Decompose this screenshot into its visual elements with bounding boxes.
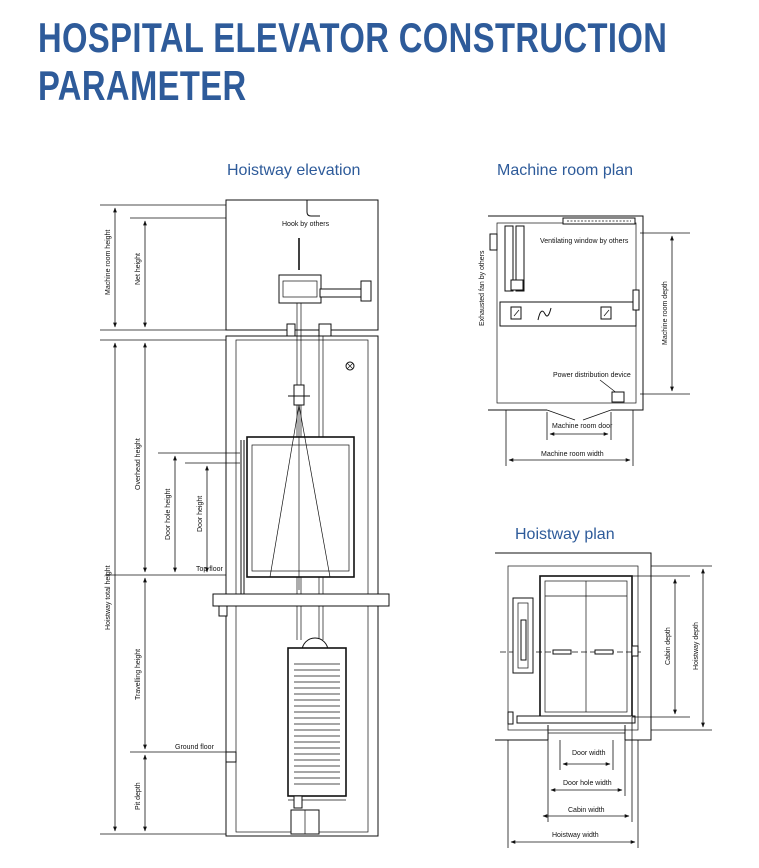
machine-room-outline [226,200,378,330]
hoistway-width-label: Hoistway width [552,832,599,839]
ground-floor-label: Ground floor [175,744,214,751]
door-height-label: Door height [197,495,204,532]
hook-label: Hook by others [282,221,330,228]
traction-machine [279,275,321,303]
door-hole-width-label: Door hole width [563,780,612,787]
pit-depth-label: Pit depth [135,782,142,810]
hoistway-total-height-label: Hoistway total height [105,565,112,630]
hoistway-depth-label: Hoistway depth [693,622,700,670]
machine-room-plan [479,162,690,466]
travelling-height-label: Travelling height [135,648,142,700]
page-title-line-2: PARAMETER [38,62,247,109]
hoistway-plan [495,526,712,848]
machine-room-depth-label: Machine room depth [662,281,669,345]
power-distribution-label: Power distribution device [553,372,631,379]
elevator-cabin [247,437,354,577]
machine-room-width-label: Machine room width [541,451,604,458]
hoistway-plan-title: Hoistway plan [515,526,615,543]
machine-room-height-label: Machine room height [105,229,112,295]
power-distribution-device [612,392,624,402]
machine-room-plan-title: Machine room plan [497,162,634,179]
hoistway-elevation-title: Hoistway elevation [227,162,361,179]
net-height-label: Net height [135,253,142,285]
hook-icon [307,200,320,216]
page-title-line-1: HOSPITAL ELEVATOR CONSTRUCTION [38,14,668,61]
machine-room-door-label: Machine room door [552,423,613,430]
top-floor-slab [213,594,389,606]
cabin-depth-label: Cabin depth [665,627,672,665]
door-hole-height-label: Door hole height [165,488,172,540]
exhaust-fan-icon [490,234,497,250]
cabin-width-label: Cabin width [568,807,605,814]
exhaust-fan-label: Exhausted fan by others [479,250,486,326]
hoistway-elevation [100,162,389,836]
overhead-height-label: Overhead height [135,438,142,490]
door-width-label: Door width [572,750,606,757]
ventilating-window-label: Ventilating window by others [540,238,629,245]
top-floor-label: Top floor [196,566,223,573]
